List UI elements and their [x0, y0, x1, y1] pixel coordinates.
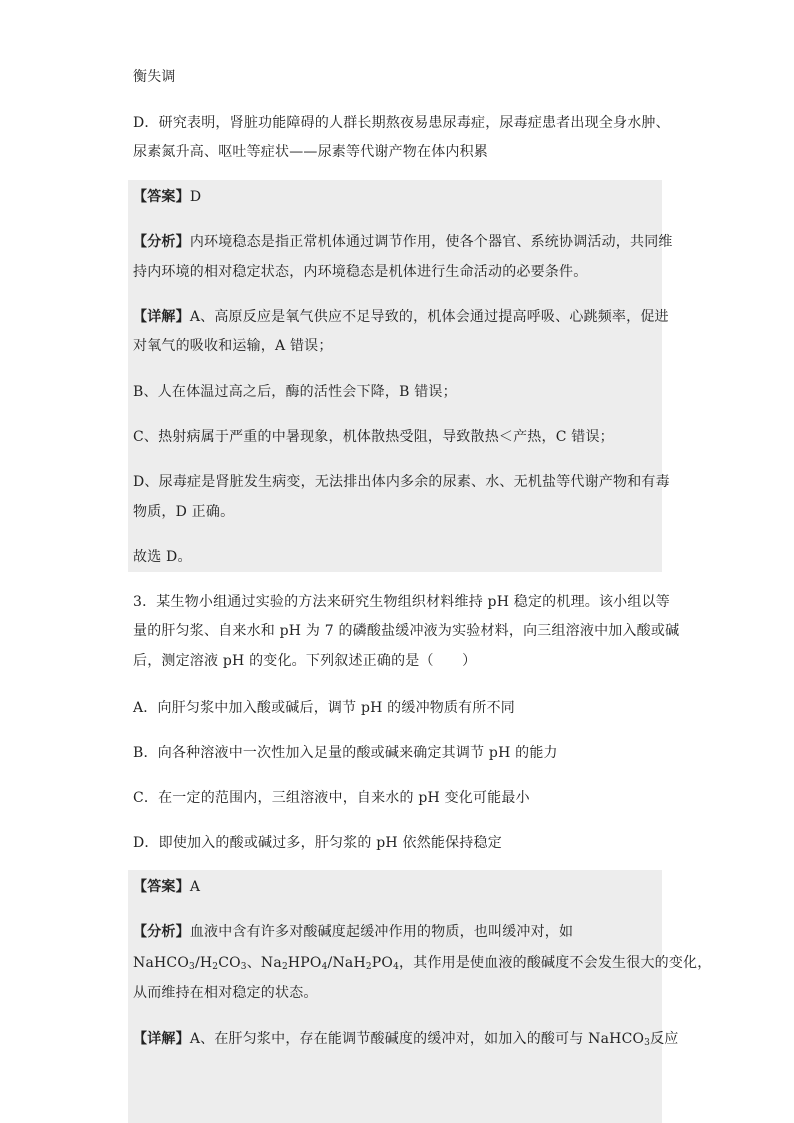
detail-subscript: 3 — [644, 1038, 651, 1048]
q2-detail-d-line1: D、尿毒症是肾脏发生病变，无法排出体内多余的尿素、水、无机盐等代谢产物和有毒 — [133, 474, 670, 490]
q3-option-c: C．在一定的范围内，三组溶液中，自来水的 pH 变化可能最小 — [133, 790, 530, 806]
q3-analysis-line2 — [133, 952, 712, 974]
q3-detail-a-line1 — [133, 1028, 679, 1050]
buffer-pairs-formula: $NaHCO_3/H_2CO_3$、$Na_2HPO_4/NaH_2PO_4$ — [133, 955, 400, 972]
answer-label: 【答案】 — [133, 879, 190, 895]
q2-detail-d-line2: 物质，D 正确。 — [133, 504, 235, 520]
q3-answer — [133, 876, 663, 898]
q2-detail-c: C、热射病属于严重的中暑现象，机体散热受阻，导致散热＜产热，C 错误； — [133, 429, 614, 445]
q2-analysis-line2: 持内环境的相对稳定状态，内环境稳态是机体进行生命活动的必要条件。 — [133, 264, 588, 280]
q3-stem-line2: 量的肝匀浆、自来水和 pH 为 7 的磷酸盐缓冲液为实验材料，向三组溶液中加入酸或碱 — [133, 623, 680, 639]
analysis-text: 血液中含有许多对酸碱度起缓冲作用的物质，也叫缓冲对，如 — [189, 924, 574, 940]
analysis-text: ，其作用是使血液的酸碱度不会发生很大的变化， — [399, 955, 712, 971]
q3-analysis-line3: 从而维持在相对稳定的状态。 — [133, 985, 318, 1001]
q3-option-a: A．向肝匀浆中加入酸或碱后，调节 pH 的缓冲物质有所不同 — [133, 700, 515, 716]
detail-text-suffix: 反应 — [650, 1031, 679, 1047]
q3-option-b: B．向各种溶液中一次性加入足量的酸或碱来确定其调节 pH 的能力 — [133, 745, 558, 761]
q2-analysis-line1 — [133, 231, 673, 253]
detail-text: A、在肝匀浆中，存在能调节酸碱度的缓冲对，如加入的酸可与 NaHCO — [189, 1031, 645, 1047]
detail-label: 【详解】 — [133, 309, 190, 325]
answer-value: D — [189, 189, 202, 205]
q2-answer — [133, 186, 663, 208]
analysis-text: 内环境稳态是指正常机体通过调节作用，使各个器官、系统协调活动，共同维 — [189, 234, 673, 250]
q3-analysis-line1 — [133, 921, 663, 943]
q3-stem-line1: 3．某生物小组通过实验的方法来研究生物组织材料维持 pH 稳定的机理。该小组以等 — [133, 594, 670, 610]
analysis-label: 【分析】 — [133, 234, 190, 250]
q3-option-d: D．即使加入的酸或碱过多，肝匀浆的 pH 依然能保持稳定 — [133, 835, 502, 851]
q2-detail-a-line2: 对氧气的吸收和运输，A 错误； — [133, 338, 333, 354]
answer-value: A — [189, 879, 201, 895]
q2-conclusion: 故选 D。 — [133, 549, 192, 565]
detail-text: A、高原反应是氧气供应不足导致的，机体会通过提高呼吸、心跳频率，促进 — [189, 309, 669, 325]
q2-option-d-line1: D．研究表明，肾脏功能障碍的人群长期熬夜易患尿毒症，尿毒症患者出现全身水肿、 — [133, 115, 670, 131]
q3-stem-line3: 后，测定溶液 pH 的变化。下列叙述正确的是（ ） — [133, 653, 477, 669]
detail-label: 【详解】 — [133, 1031, 190, 1047]
analysis-label: 【分析】 — [133, 924, 190, 940]
q2-tail-line: 衡失调 — [133, 69, 176, 85]
q2-detail-a-line1 — [133, 306, 669, 328]
q2-option-d-line2: 尿素氮升高、呕吐等症状——尿素等代谢产物在体内积累 — [133, 144, 488, 160]
answer-label: 【答案】 — [133, 189, 190, 205]
q2-detail-b: B、人在体温过高之后，酶的活性会下降，B 错误； — [133, 384, 457, 400]
